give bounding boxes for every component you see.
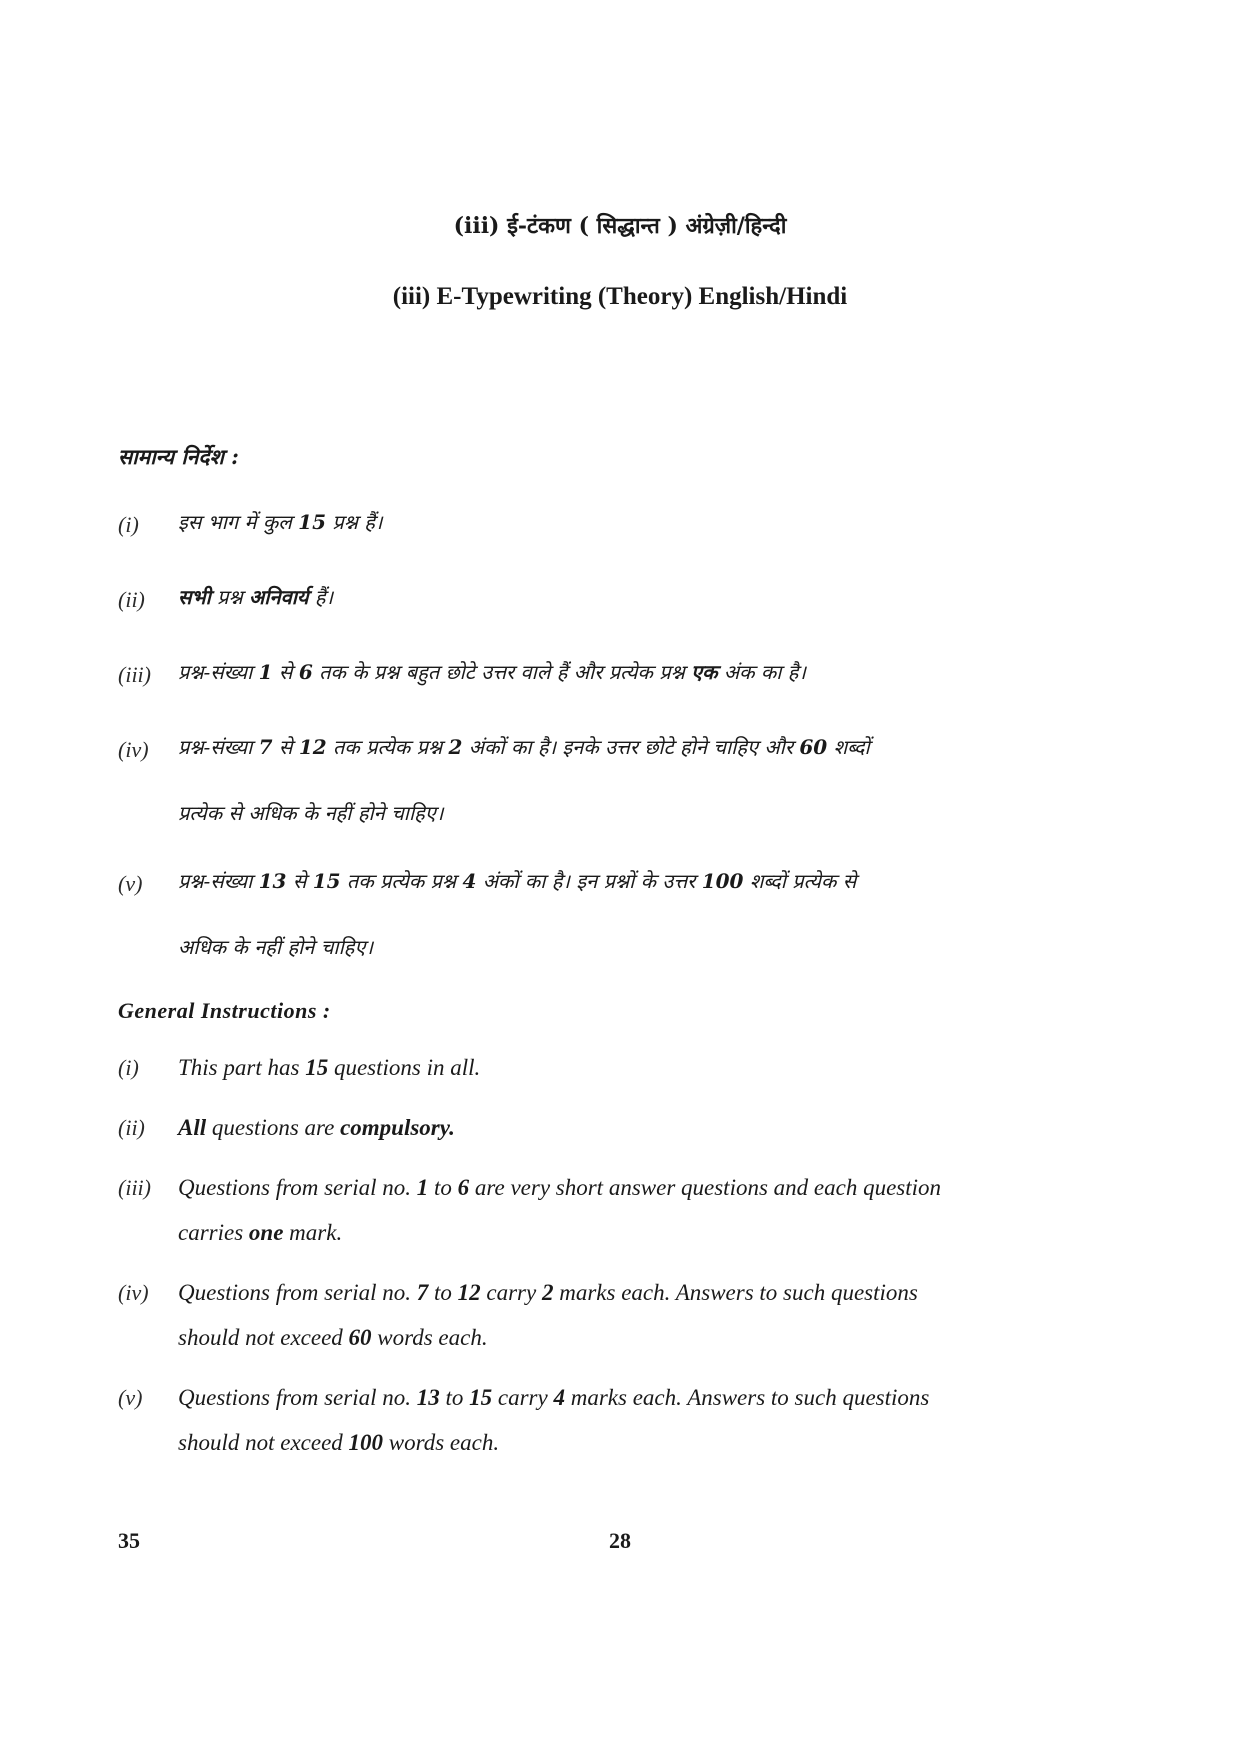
item-number: (i) (118, 512, 139, 537)
text-segment: प्रश्न-संख्या (178, 735, 259, 759)
emphasis-text: compulsory. (340, 1115, 455, 1140)
text-segment: से (272, 735, 299, 759)
text-segment: marks each. Answers to such questions (553, 1280, 918, 1305)
emphasis-text: 15 (298, 510, 326, 534)
item-number: (v) (118, 1385, 143, 1410)
item-text-line (178, 1385, 929, 1411)
section-title-english: (iii) E-Typewriting (Theory) English/Hindi (392, 283, 848, 310)
item-text-line (178, 1280, 918, 1306)
text-segment: questions are (206, 1115, 341, 1140)
item-text-line (178, 1325, 488, 1351)
item-number: (iv) (118, 1280, 149, 1305)
item-text-line (178, 799, 443, 826)
english-instructions-heading: General Instructions : (118, 998, 331, 1023)
paper-code: 35 (118, 1528, 140, 1553)
text-segment: Questions from serial no. (178, 1280, 417, 1305)
item-number: (v) (118, 871, 143, 896)
emphasis-text: 12 (457, 1280, 481, 1305)
text-segment: अंकों का है। इन प्रश्नों के उत्तर (476, 869, 702, 893)
emphasis-text: one (248, 1220, 284, 1245)
text-segment: mark. (283, 1220, 343, 1245)
text-segment: carry (480, 1280, 542, 1305)
item-text-line (178, 867, 856, 894)
item-number: (iv) (118, 737, 149, 762)
item-text-line (178, 933, 373, 960)
text-segment: should not exceed (178, 1430, 349, 1455)
text-segment: तक के प्रश्न बहुत छोटे उत्तर वाले हैं और प्रत्येक प्रश्न (312, 660, 692, 684)
text-segment: carries (178, 1220, 249, 1245)
text-segment: अधिक के नहीं होने चाहिए। (178, 935, 374, 959)
text-segment: words each. (371, 1325, 488, 1350)
emphasis-text: 15 (312, 869, 341, 893)
item-text-line (178, 1175, 941, 1201)
item-text-line (178, 733, 870, 760)
emphasis-text: एक (691, 660, 718, 684)
emphasis-text: 6 (298, 660, 313, 684)
item-text-line (178, 1055, 480, 1081)
text-segment: प्रत्येक से अधिक के नहीं होने चाहिए। (178, 801, 444, 825)
text-segment: Questions from serial no. (178, 1175, 417, 1200)
text-segment: तक प्रत्येक प्रश्न (326, 735, 449, 759)
emphasis-text: 2 (448, 735, 463, 759)
emphasis-text: 13 (416, 1385, 440, 1410)
text-segment: marks each. Answers to such questions (564, 1385, 930, 1410)
text-segment: से (286, 869, 313, 893)
item-text-line (178, 583, 333, 610)
emphasis-text: 7 (416, 1280, 429, 1305)
text-segment: प्रश्न-संख्या (178, 660, 259, 684)
text-segment: words each. (383, 1430, 500, 1455)
item-number: (iii) (118, 662, 151, 687)
emphasis-text: 2 (541, 1280, 554, 1305)
text-segment: से (272, 660, 299, 684)
emphasis-text: सभी (178, 585, 211, 609)
text-segment: प्रश्न (210, 585, 250, 609)
emphasis-text: 15 (469, 1385, 493, 1410)
text-segment: शब्दों प्रत्येक से (743, 869, 857, 893)
page-number: 28 (609, 1528, 631, 1553)
text-segment: प्रश्न-संख्या (178, 869, 259, 893)
text-segment: प्रश्न हैं। (326, 510, 383, 534)
text-segment: to (439, 1385, 470, 1410)
text-segment: अंक का है। (717, 660, 806, 684)
item-text-line (178, 508, 382, 535)
emphasis-text: 4 (553, 1385, 565, 1410)
text-segment: इस भाग में कुल (178, 510, 299, 534)
emphasis-text: 1 (258, 660, 273, 684)
text-segment: अंकों का है। इनके उत्तर छोटे होने चाहिए और (462, 735, 800, 759)
emphasis-text: 13 (258, 869, 287, 893)
text-segment: शब्दों (827, 735, 870, 759)
emphasis-text: 7 (258, 735, 273, 759)
item-number: (ii) (118, 1115, 145, 1140)
item-number: (iii) (118, 1175, 151, 1200)
item-text-line (178, 1430, 499, 1456)
text-segment: are very short answer questions and each question (469, 1175, 942, 1200)
item-text-line (178, 1220, 342, 1246)
text-segment: questions in all. (328, 1055, 481, 1080)
emphasis-text: 60 (799, 735, 828, 759)
item-number: (i) (118, 1055, 139, 1080)
text-segment: तक प्रत्येक प्रश्न (340, 869, 463, 893)
emphasis-text: 1 (416, 1175, 429, 1200)
text-segment: This part has (178, 1055, 306, 1080)
emphasis-text: 15 (305, 1055, 329, 1080)
text-segment: to (428, 1280, 458, 1305)
text-segment: should not exceed (178, 1325, 349, 1350)
hindi-instructions-heading: सामान्य निर्देश : (118, 444, 239, 469)
text-segment: carry (492, 1385, 554, 1410)
emphasis-text: अनिवार्य (249, 585, 309, 609)
emphasis-text: 12 (298, 735, 327, 759)
section-title-hindi: (iii) ई-टंकण ( सिद्धान्त ) अंग्रेज़ी/हिन्दी (453, 213, 787, 239)
emphasis-text: All (178, 1115, 207, 1140)
text-segment: to (428, 1175, 458, 1200)
item-text-line (178, 1115, 455, 1141)
text-segment: Questions from serial no. (178, 1385, 417, 1410)
text-segment: हैं। (308, 585, 334, 609)
emphasis-text: 4 (462, 869, 477, 893)
item-number: (ii) (118, 587, 145, 612)
emphasis-text: 60 (348, 1325, 372, 1350)
emphasis-text: 100 (701, 869, 744, 893)
emphasis-text: 6 (457, 1175, 470, 1200)
emphasis-text: 100 (348, 1430, 384, 1455)
item-text-line (178, 658, 806, 685)
